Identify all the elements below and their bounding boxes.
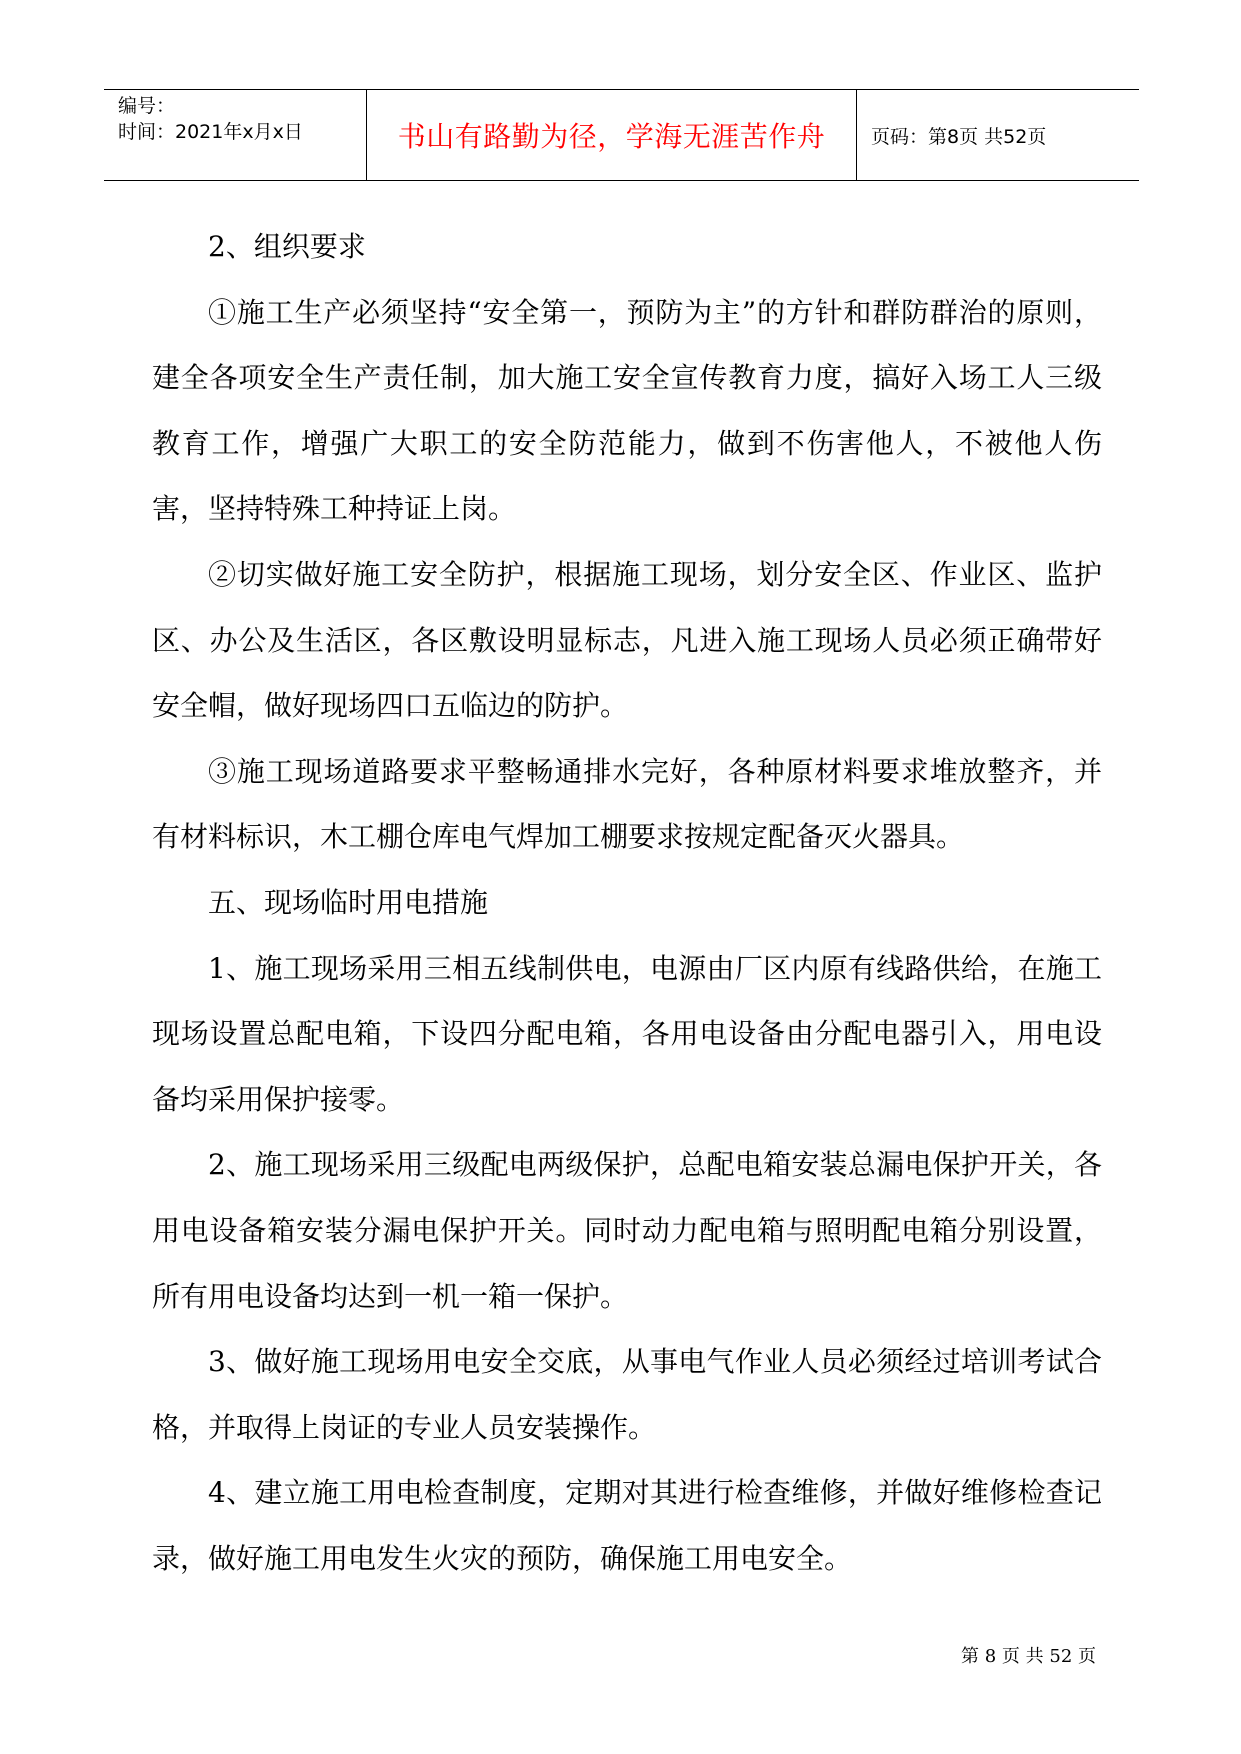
number-label: 编号： [118,95,176,117]
paragraph: ①施工生产必须坚持“安全第一，预防为主”的方针和群防群治的原则，建全各项安全生产责任制，加大施工安全宣传教育力度，搞好入场工人三级教育工作，增强广大职工的安全防范能力，做到不伤害他人，不被他人伤害，坚持特殊工种持证上岗。 [152,295,1102,526]
paragraph: 4、建立施工用电检查制度，定期对其进行检查维修，并做好维修检查记录，做好施工用电发生火灾的预防，确保施工用电安全。 [152,1476,1102,1575]
header-motto: 书山有路勤为径，学海无涯苦作舟 [367,90,857,180]
page-header [104,89,1139,181]
section-heading: 2、组织要求 [208,230,366,263]
paragraph: ③施工现场道路要求平整畅通排水完好，各种原材料要求堆放整齐，并有材料标识，木工棚仓库电气焊加工棚要求按规定配备灭火器具。 [152,754,1102,854]
header-page-info: 页码：第8页 共52页 [871,125,1047,148]
paragraph: ②切实做好施工安全防护，根据施工现场，划分安全区、作业区、监护区、办公及生活区，各区敷设明显标志，凡进入施工现场人员必须正确带好安全帽，做好现场四口五临边的防护。 [152,557,1102,723]
section-heading: 五、现场临时用电措施 [208,885,489,919]
document-body [152,214,1102,1591]
page-footer: 第 8 页 共 52 页 [961,1646,1096,1667]
header-meta [104,90,367,180]
time-label: 时间：2021年x月x日 [118,121,303,143]
paragraph: 3、做好施工现场用电安全交底，从事电气作业人员必须经过培训考试合格，并取得上岗证的专业人员安装操作。 [152,1345,1102,1444]
paragraph: 1、施工现场采用三相五线制供电，电源由厂区内原有线路供给，在施工现场设置总配电箱，下设四分配电箱，各用电设备由分配电器引入，用电设备均采用保护接零。 [152,951,1102,1116]
paragraph: 2、施工现场采用三级配电两级保护，总配电箱安装总漏电保护开关，各用电设备箱安装分漏电保护开关。同时动力配电箱与照明配电箱分别设置，所有用电设备均达到一机一箱一保护。 [152,1148,1102,1313]
